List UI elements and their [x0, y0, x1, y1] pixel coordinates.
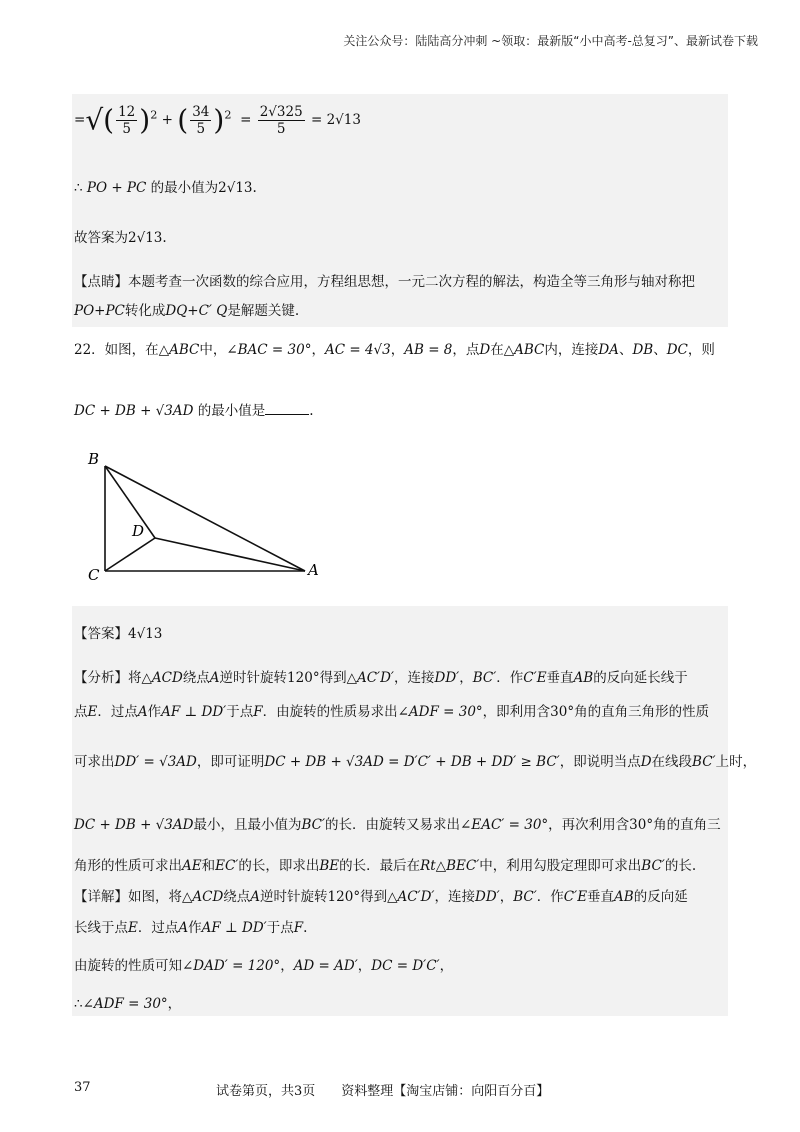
label-D: D	[132, 522, 145, 540]
fraction-1: $\frac{12}{5}$	[118, 104, 136, 137]
detail-line-1: 【详解】如图，将△ACD绕点A逆时针旋转120°得到△AC′D′，连接DD′，BC′．作C′E垂直AB的反向延	[74, 889, 688, 905]
segment-DB	[105, 466, 155, 538]
segment-DA	[155, 538, 305, 571]
formula-line: =√( $\frac{12}{5}$ )$^2$ + ( $\frac{34}{5}$ )$^2$ = $\frac{2√325}{5}$ = 2√13	[74, 103, 361, 137]
detail-line-4: ∴∠ADF = 30°，	[74, 996, 182, 1012]
label-A: A	[308, 561, 319, 579]
answer-statement: 故答案为2√13.	[74, 230, 167, 246]
label-B: B	[88, 450, 100, 468]
segment-DC	[105, 538, 155, 571]
problem-line-1: 22．如图，在△ABC中，∠BAC = 30°，AC = 4√3，AB = 8，点D在△ABC内，连接DA、DB、DC，则	[74, 342, 715, 358]
label-C: C	[88, 566, 100, 584]
analysis-line-2: 点E．过点A作AF ⊥ DD′于点F．由旋转的性质易求出∠ADF = 30°，即利用含30°角的直角三角形的性质	[74, 704, 710, 720]
edge-BA	[105, 466, 305, 571]
fraction-3: $\frac{2√325}{5}$	[259, 104, 303, 137]
page-header: 关注公众号：陆陆高分冲刺 ~领取：最新版“小中高考-总复习”、最新试卷下载	[343, 34, 758, 48]
triangle-figure	[80, 446, 330, 586]
analysis-line-5: 角形的性质可求出AE和EC′的长，即求出BE的长．最后在Rt△BEC′中，利用勾股定理即可求出BC′的长.	[74, 858, 697, 874]
answer-blank	[265, 400, 309, 415]
answer-line: 【答案】4√13	[74, 626, 163, 642]
comment-line-1: 【点睛】本题考查一次函数的综合应用，方程组思想，一元二次方程的解法，构造全等三角形与轴对称把	[74, 274, 695, 290]
analysis-line-4: DC + DB + √3AD最小，且最小值为BC′的长．由旋转又易求出∠EAC′ = 30°，再次利用含30°角的直角三	[74, 817, 721, 833]
problem-line-2: DC + DB + √3AD 的最小值是 .	[74, 400, 314, 421]
detail-line-2: 长线于点E．过点A作AF ⊥ DD′于点F.	[74, 920, 308, 936]
analysis-line-3: 可求出DD′ = √3AD，即可证明DC + DB + √3AD = D′C′ + DB + DD′ ≥ BC′，即说明当点D在线段BC′上时，	[74, 754, 757, 770]
comment-line-2: PO+PC转化成DQ+C′ Q是解题关键.	[74, 303, 300, 319]
detail-line-3: 由旋转的性质可知∠DAD′ = 120°，AD = AD′，DC = D′C′，	[74, 958, 454, 974]
analysis-line-1: 【分析】将△ACD绕点A逆时针旋转120°得到△AC′D′，连接DD′，BC′．作C′E垂直AB的反向延长线于	[74, 670, 688, 686]
fraction-2: $\frac{34}{5}$	[192, 104, 210, 137]
footer-text: 试卷第页，共3页 资料整理【淘宝店铺：向阳百分百】	[216, 1084, 550, 1099]
page-number: 37	[74, 1080, 91, 1095]
conclusion-line: ∴ PO + PC 的最小值为2√13.	[74, 180, 257, 196]
